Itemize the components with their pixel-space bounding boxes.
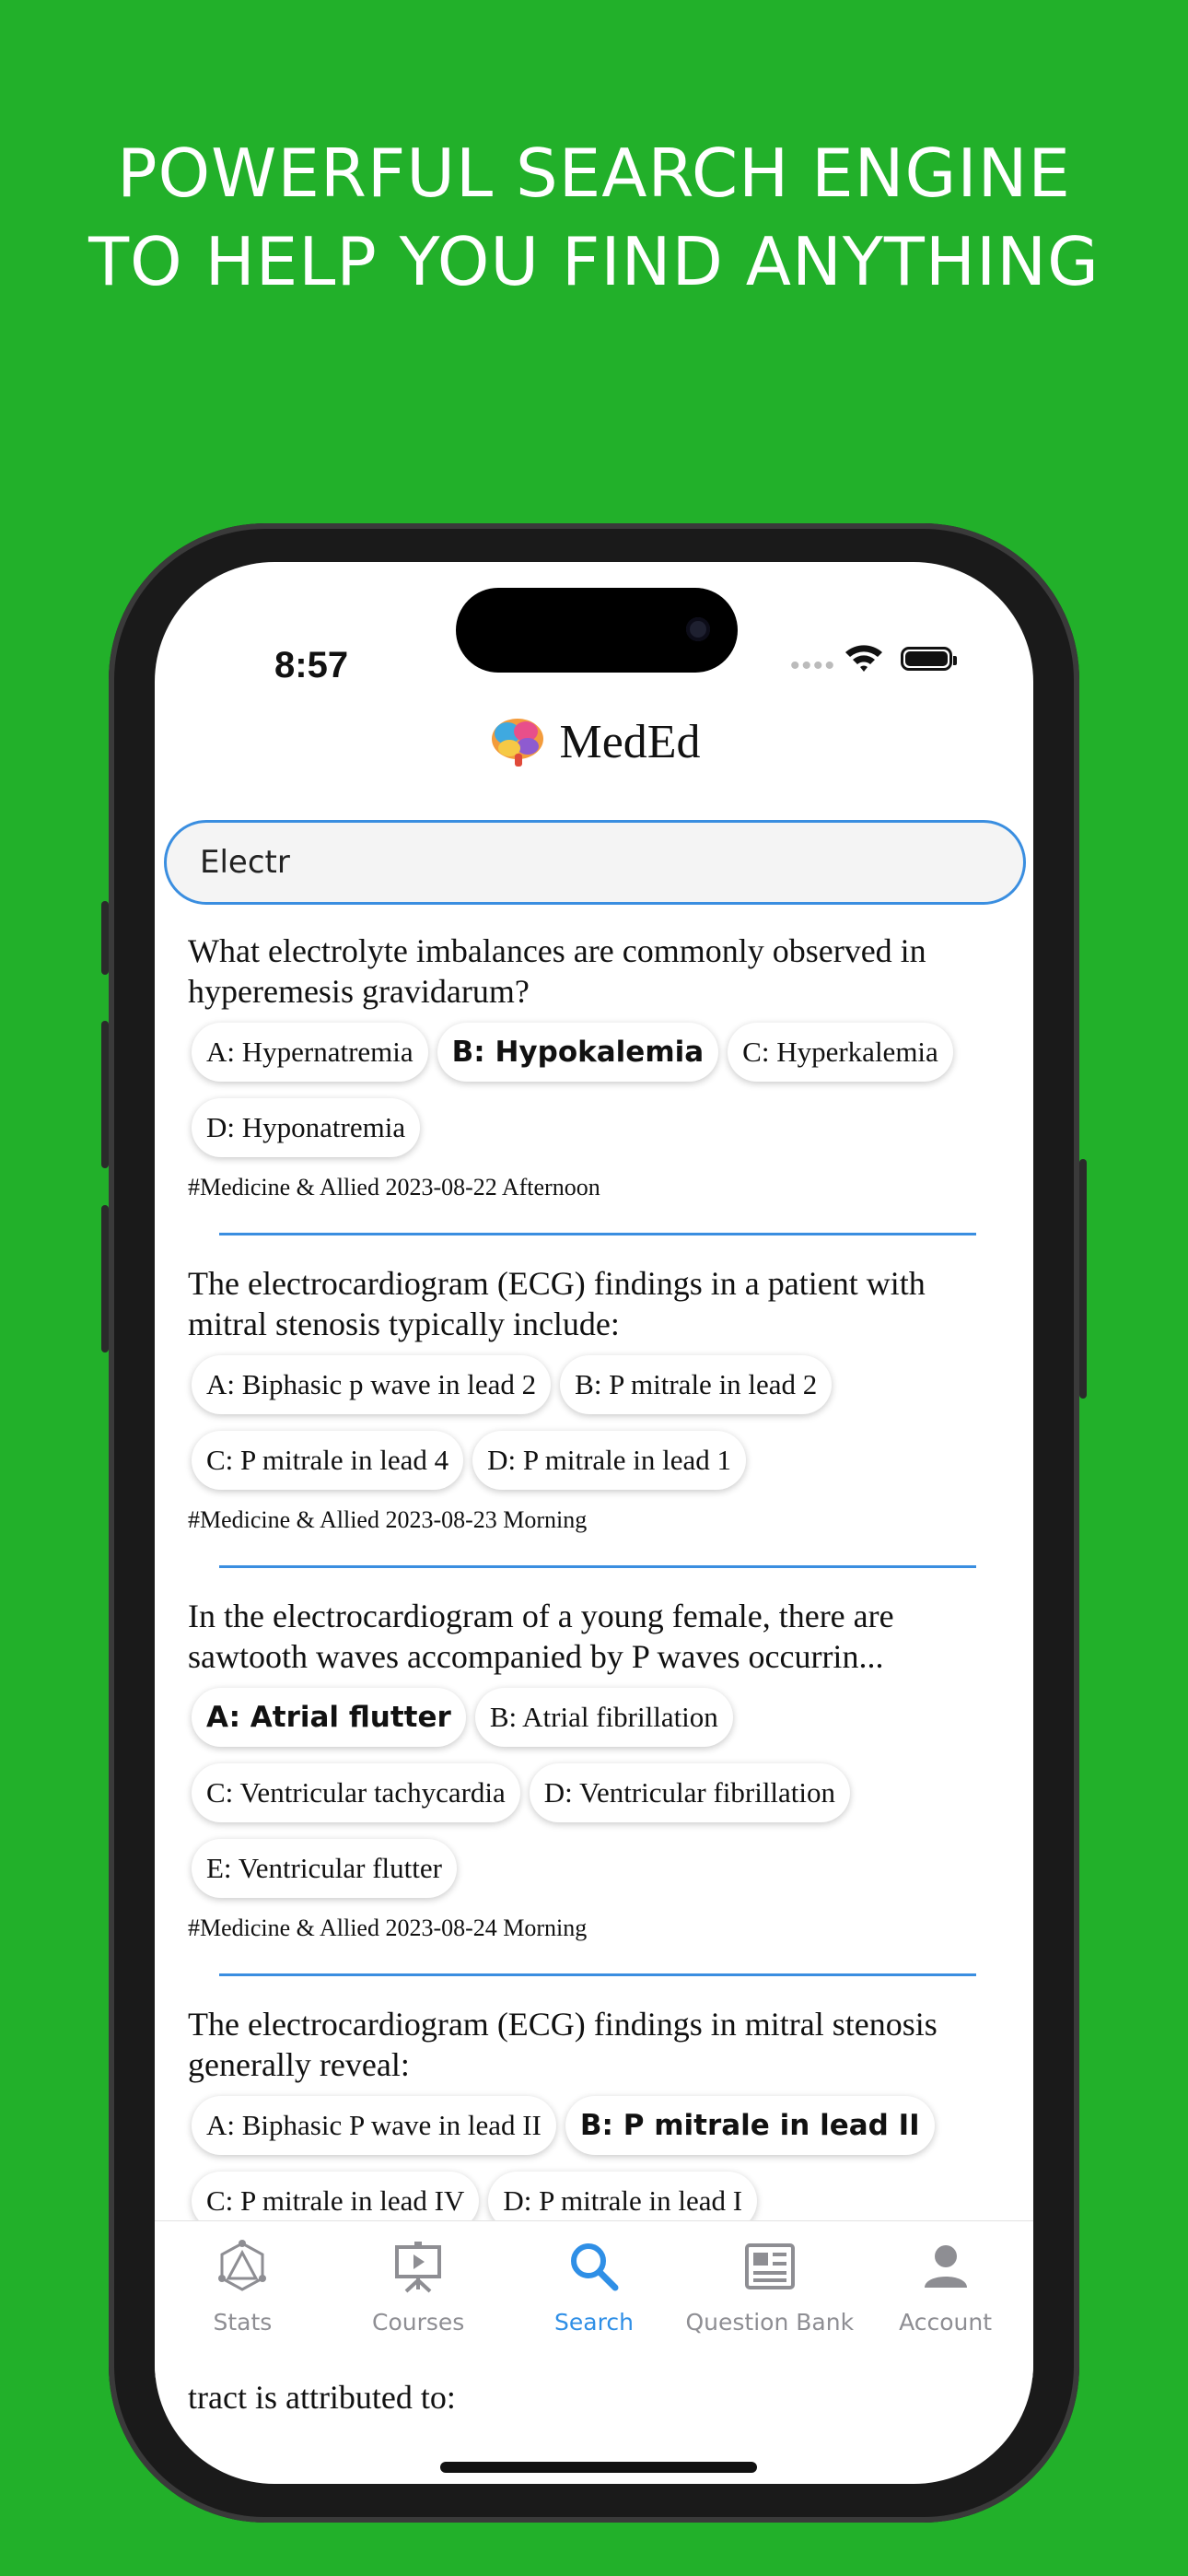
- option-list: [192, 2092, 1007, 2234]
- result-divider: [219, 1565, 976, 1568]
- power-button: [1079, 1159, 1087, 1399]
- headline-line-1: POWERFUL SEARCH ENGINE: [117, 135, 1071, 212]
- camera-icon: [686, 617, 710, 641]
- result-item[interactable]: [188, 1596, 1007, 1942]
- option-chip[interactable]: C: Ventricular tachycardia: [192, 1763, 520, 1822]
- question-text: The electrocardiogram (ECG) findings in a patient with mitral stenosis typically include:: [188, 1265, 926, 1342]
- option-chip[interactable]: D: P mitrale in lead 1: [472, 1431, 746, 1490]
- tab-label: Stats: [213, 2309, 273, 2336]
- option-list: [192, 1684, 1007, 1902]
- option-chip[interactable]: D: Ventricular fibrillation: [530, 1763, 850, 1822]
- wifi-icon: [844, 641, 884, 674]
- question-text: What electrolyte imbalances are commonly observed in hyperemesis gravidarum?: [188, 932, 926, 1010]
- app-header: [155, 700, 1033, 783]
- option-chip[interactable]: A: Biphasic p wave in lead 2: [192, 1355, 551, 1414]
- result-divider: [219, 1233, 976, 1235]
- result-divider: [219, 1973, 976, 1976]
- phone-frame: [109, 523, 1079, 2523]
- question-tag: #Medicine & Allied 2023-08-24 Morning: [188, 1914, 588, 1941]
- tab-courses[interactable]: [331, 2221, 506, 2378]
- option-chip[interactable]: D: P mitrale in lead I: [488, 2172, 757, 2231]
- cellular-signal-icon: ••••: [790, 650, 837, 681]
- option-chip[interactable]: D: Hyponatremia: [192, 1098, 420, 1157]
- question-tag: #Medicine & Allied 2023-08-22 Afternoon: [188, 1174, 600, 1200]
- question-text: The electrocardiogram (ECG) findings in mitral stenosis generally reveal:: [188, 2006, 938, 2083]
- result-item[interactable]: [188, 931, 1007, 1201]
- option-chip[interactable]: C: Hyperkalemia: [728, 1023, 953, 1082]
- headline-line-2: TO HELP YOU FIND ANYTHING: [88, 223, 1100, 300]
- option-chip[interactable]: A: Biphasic P wave in lead II: [192, 2096, 556, 2155]
- home-indicator: [440, 2462, 757, 2473]
- volume-down-button: [101, 1205, 109, 1352]
- option-chip[interactable]: A: Hypernatremia: [192, 1023, 428, 1082]
- tab-label: Search: [554, 2309, 634, 2336]
- app-screen: [155, 562, 1033, 2484]
- option-chip[interactable]: C: P mitrale in lead 4: [192, 1431, 463, 1490]
- correct-option-chip[interactable]: B: P mitrale in lead II: [565, 2096, 935, 2155]
- dynamic-island: [456, 588, 738, 673]
- mute-switch: [101, 901, 109, 975]
- volume-up-button: [101, 1021, 109, 1168]
- tab-label: Question Bank: [685, 2309, 855, 2336]
- option-list: [192, 1019, 1007, 1161]
- account-icon: [917, 2238, 974, 2300]
- tab-account[interactable]: [858, 2221, 1033, 2378]
- stats-icon: [214, 2238, 271, 2300]
- question-bank-icon: [741, 2238, 798, 2300]
- question-text: In the electrocardiogram of a young female, there are sawtooth waves accompanied by P waves occurrin...: [188, 1598, 894, 1675]
- correct-option-chip[interactable]: B: Hypokalemia: [437, 1023, 719, 1082]
- marketing-headline: [0, 129, 1188, 306]
- correct-option-chip[interactable]: A: Atrial flutter: [192, 1688, 466, 1747]
- brain-logo-icon: [487, 711, 548, 772]
- option-chip[interactable]: B: P mitrale in lead 2: [560, 1355, 832, 1414]
- option-chip[interactable]: B: Atrial fibrillation: [475, 1688, 733, 1747]
- option-chip[interactable]: C: P mitrale in lead IV: [192, 2172, 479, 2231]
- tab-bar: [155, 2220, 1033, 2378]
- search-icon: [565, 2238, 623, 2300]
- question-tag: #Medicine & Allied 2023-08-23 Morning: [188, 1506, 588, 1533]
- tab-label: Courses: [372, 2309, 465, 2336]
- result-item[interactable]: [188, 1263, 1007, 1534]
- courses-icon: [390, 2238, 447, 2300]
- tab-label: Account: [899, 2309, 993, 2336]
- tab-search[interactable]: [507, 2221, 681, 2378]
- search-input[interactable]: Electr: [164, 820, 1026, 905]
- option-list: [192, 1352, 1007, 1493]
- battery-icon: [901, 647, 952, 671]
- question-text: tract is attributed to:: [188, 2379, 456, 2416]
- tab-question-bank[interactable]: [682, 2221, 857, 2378]
- option-chip[interactable]: E: Ventricular flutter: [192, 1839, 457, 1898]
- results-list: [188, 931, 1007, 2425]
- status-bar: [155, 562, 1033, 685]
- tab-stats[interactable]: [155, 2221, 330, 2378]
- status-time: 8:57: [274, 645, 349, 685]
- app-name: MedEd: [559, 715, 701, 768]
